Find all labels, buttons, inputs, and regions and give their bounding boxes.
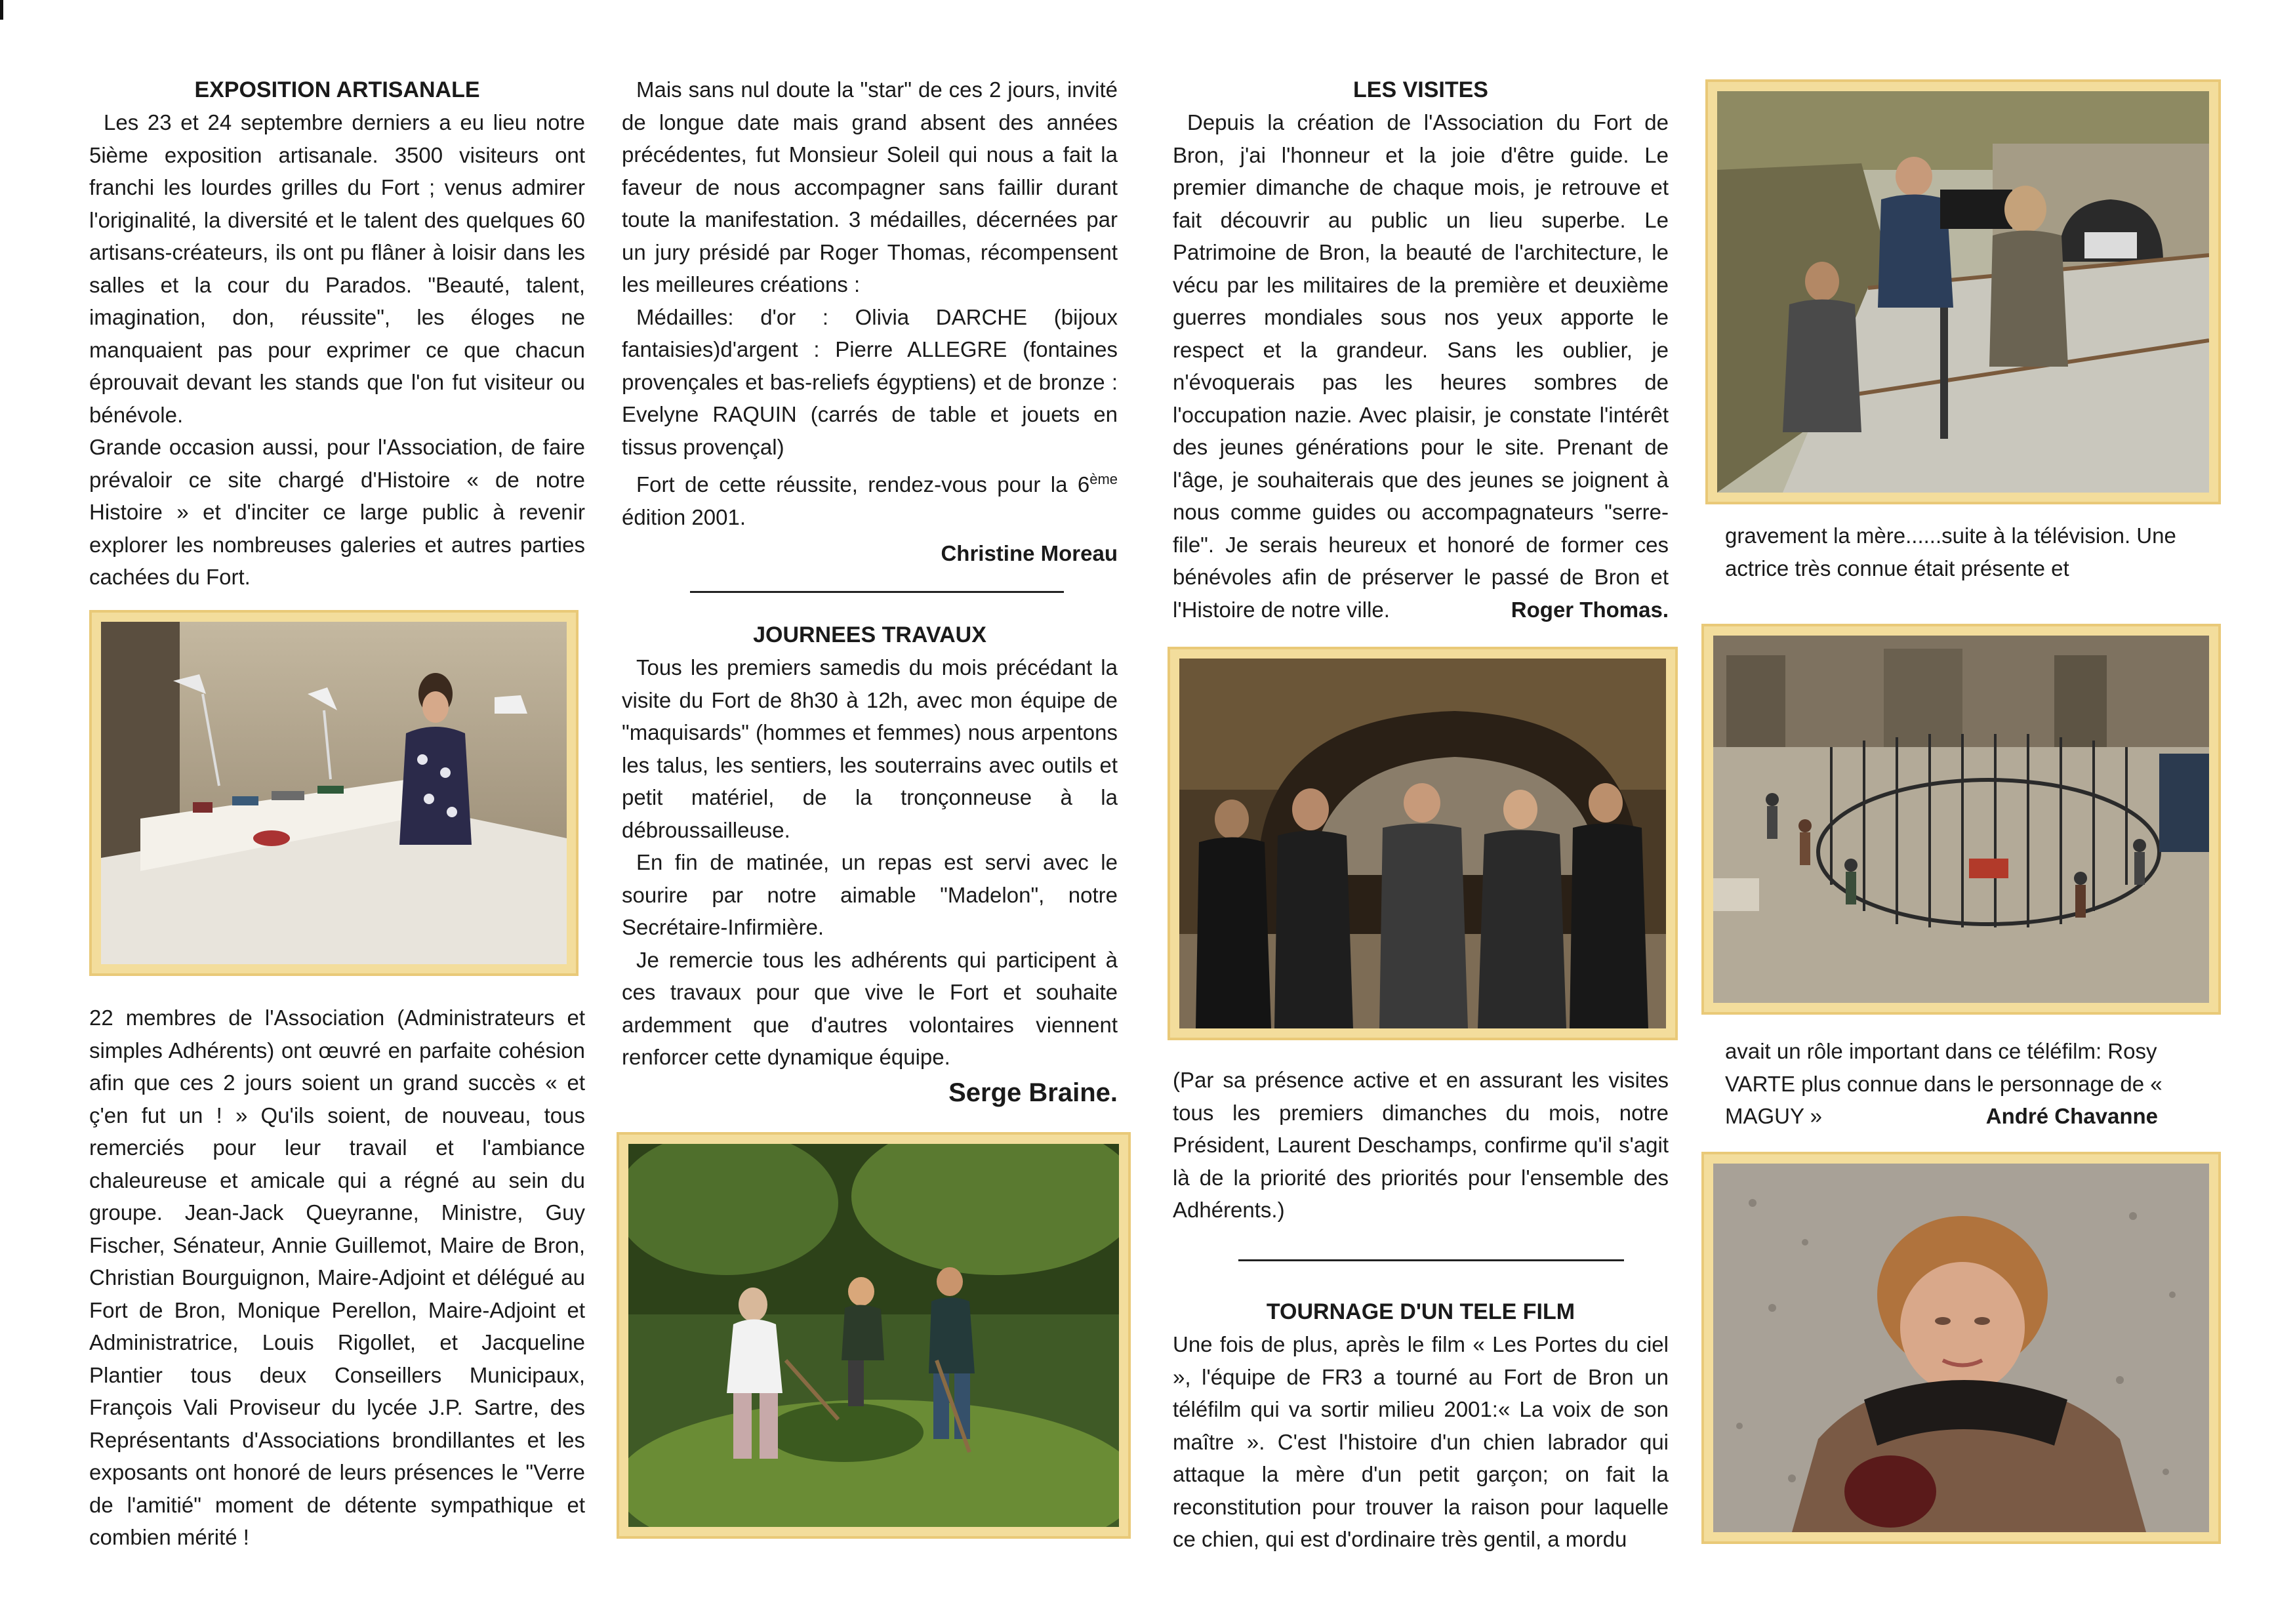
column-medailles: [622, 73, 1118, 570]
divider-col2: [690, 591, 1064, 593]
travaux-paragraph-1: Tous les premiers samedis du mois précédant la visite du Fort de 8h30 à 12h, avec mon équipe de "maquisards" (hommes et femmes) nous arpentons les talus, les sentiers, les souterrains avec outils et petit matériel, de la tronçonneuse à la débroussailleuse.: [622, 655, 1118, 842]
exposition-paragraph-2: Grande occasion aussi, pour l'Association, de faire prévaloir ce site chargé d'Histoire « de notre Histoire » et d'inciter ce large public à revenir explorer les nombreuses galeries et autres parties cachées du Fort.: [89, 435, 585, 589]
tournage-suite-text: gravement la mère......suite à la télévision. Une actrice très connue était présente et: [1725, 523, 2176, 580]
reussite-text: Fort de cette réussite, rendez-vous pour la 6: [636, 472, 1090, 497]
photo-filming-bridge: [1708, 82, 2218, 502]
reussite-superscript: ème: [1089, 471, 1118, 487]
signature-andre-chavanne: André Chavanne: [1985, 1104, 2158, 1128]
exposition-title: EXPOSITION ARTISANALE: [194, 77, 480, 102]
divider-col3: [1238, 1259, 1624, 1261]
exposition-paragraph-3: 22 membres de l'Association (Administrateurs et simples Adhérents) ont œuvré en parfaite cohésion afin que ces 2 jours soient un grand succès « et ç'en fut un ! » Qu'ils soient, de nouveau, tous remerciés pour leur travail et l'ambiance chaleureuse et amicale qui a régné au sein du groupe. Jean-Jack Queyranne, Ministre, Guy Fischer, Sénateur, Annie Guillemot, Maire de Bron, Christian Bourguignon, Maire-Adjoint et délégué au Fort de Bron, Monique Perellon, Maire-Adjoint et Administratrice, Louis Rigollet, et Jacqueline Plantier tous deux Conseillers Municipaux, François Vali Proviseur du lycée J.P. Sartre, des Représentants d'Associations brondillantes et les exposants ont honoré de leurs présences le "Verre de l'amitié" moment de détente sympathique et combien mérité !: [89, 1005, 585, 1549]
visites-paragraph-2: (Par sa présence active et en assurant les visites tous les premiers dimanches du mois, notre Président, Laurent Deschamps, confirme qu'il s'agit là de la priorité des priorités pour l'ensemble des Adhérents.): [1173, 1068, 1669, 1222]
photo-exhibition-stand: [92, 613, 576, 973]
column-tournage: [1173, 1295, 1669, 1556]
column-exposition: [89, 73, 585, 594]
column-exposition-continued: [89, 1002, 585, 1554]
tournage-title: TOURNAGE D'UN TELE FILM: [1266, 1299, 1575, 1324]
reussite-paragraph: [622, 463, 1118, 533]
medailles-paragraph: Médailles: d'or : Olivia DARCHE (bijoux fantaisies)d'argent : Pierre ALLEGRE (fontaines provençales et bas-reliefs égyptiens) et de bronze : Evelyne RAQUIN (carrés de table et jouets en tissus provençal): [622, 304, 1118, 459]
travaux-paragraph-2: En fin de matinée, un repas est servi avec le sourire par notre aimable "Madelon", notre Secrétaire-Infirmière.: [622, 850, 1118, 939]
star-paragraph: Mais sans nul doute la "star" de ces 2 jours, invité de longue date mais grand absent des années précédentes, fut Monsieur Soleil qui nous a fait la faveur de nous accompagner sans faillir durant toute la manifestation. 3 médailles, décernées par un jury présidé par Roger Thomas, récompensent les meilleures créations :: [622, 77, 1118, 296]
photo-actress-rosy-varte: [1704, 1154, 2218, 1541]
travaux-paragraph-3: Je remercie tous les adhérents qui participent à ces travaux pour que vive le Fort et souhaite ardemment que d'autres volontaires viennent renforcer cette dynamique équipe.: [622, 947, 1118, 1069]
column-actrice: [1725, 1035, 2210, 1133]
reussite-text-end: édition 2001.: [622, 504, 746, 529]
photo-guided-visit-tunnel: [1170, 649, 1675, 1038]
column-tournage-suite: [1725, 519, 2210, 584]
signature-christine-moreau: Christine Moreau: [941, 541, 1118, 565]
photo-clearing-work: [619, 1135, 1128, 1536]
actrice-text: avait un rôle important dans ce téléfilm: Rosy VARTE plus connue dans le personnage de « MAGUY »: [1725, 1039, 2163, 1128]
signature-roger-thomas: Roger Thomas.: [1511, 597, 1669, 622]
column-visites: [1173, 73, 1669, 626]
visites-title: LES VISITES: [1353, 77, 1488, 102]
travaux-title: JOURNEES TRAVAUX: [753, 622, 986, 647]
tournage-paragraph: Une fois de plus, après le film « Les Portes du ciel », l'équipe de FR3 a tourné au Fort de Bron un téléfilm qui va sortir milieu 2001:« La voix de son maître ». C'est l'histoire d'un chien labrador qui attaque la mère d'un petit garçon; on fait la reconstitution pour trouver la raison pour laquelle ce chien, qui est d'ordinaire très gentil, a mordu: [1173, 1332, 1669, 1551]
column-travaux: [622, 619, 1118, 1112]
photo-filming-cage-courtyard: [1704, 626, 2218, 1012]
exposition-paragraph-1: Les 23 et 24 septembre derniers a eu lieu notre 5ième exposition artisanale. 3500 visiteurs ont franchi les lourdes grilles du Fort ; venus admirer l'originalité, la diversité et le talent des quelques 60 artisans-créateurs, ils ont pu flâner à loisir dans les salles et la cour du Parados. "Beauté, talent, imagination, don, réussite", les éloges ne manquaient pas pour exprimer ce que chacun éprouvait devant les stands que l'on fut visiteur ou bénévole.: [89, 110, 585, 427]
corner-mark: [0, 0, 3, 20]
signature-serge-braine: Serge Braine.: [948, 1078, 1118, 1107]
visites-paragraph-1: Depuis la création de l'Association du Fort de Bron, j'ai l'honneur et la joie d'être guide. Le premier dimanche de chaque mois, je retrouve et fait découvrir au public un lieu superbe. Le Patrimoine de Bron, la beauté de l'architecture, le vécu par les militaires de la première et deuxième guerres mondiales sous nos yeux apporte le respect et la grandeur. Sans les oublier, je n'évoquerais pas les heures sombres de l'occupation nazie. Avec plaisir, je constate l'intérêt des jeunes générations pour le site. Prenant de l'âge, je souhaiterais que des jeunes se joignent à nous comme guides ou accompagnateurs "serre-file". Je serais heureux et honoré de former ces bénévoles afin de préserver le passé de Bron et l'Histoire de notre ville.: [1173, 110, 1669, 622]
column-visites-continued: [1173, 1064, 1669, 1227]
